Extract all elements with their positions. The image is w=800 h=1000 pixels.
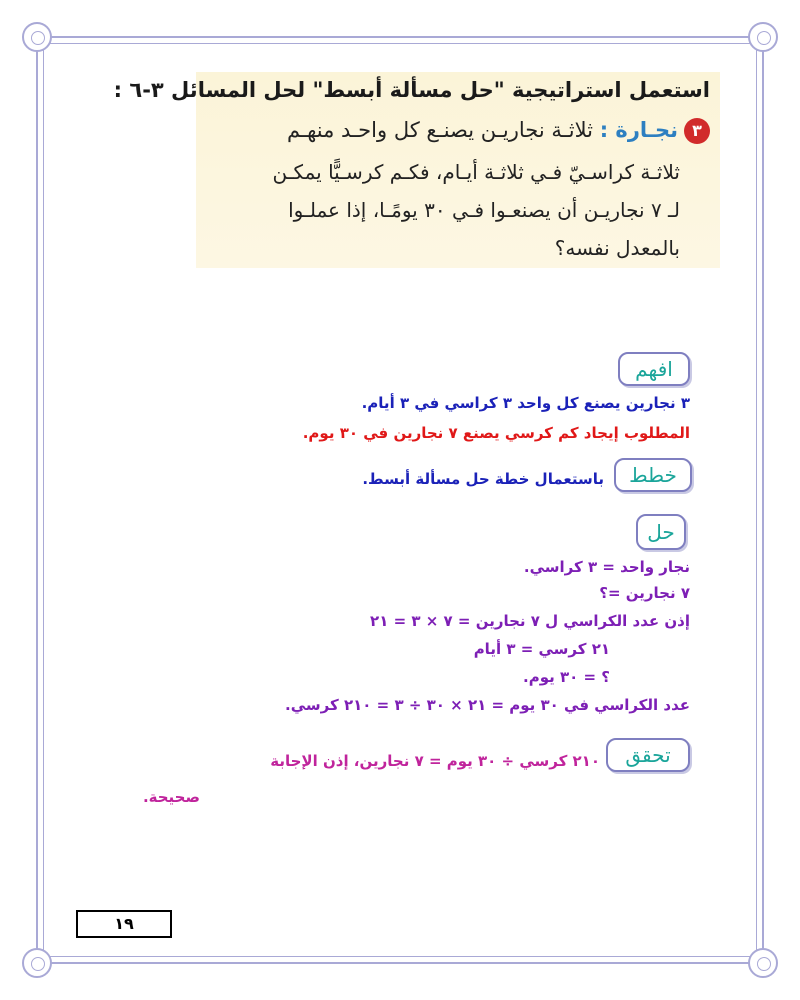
solve-label: حل [636, 514, 686, 550]
solve-line-4: ٢١ كرسي = ٣ أيام [473, 640, 610, 658]
problem-line-3: لـ ٧ نجاريـن أن يصنعـوا فـي ٣٠ يومًـا، إذا عملـوا [288, 198, 680, 222]
plan-label: خطط [614, 458, 692, 492]
plan-text: باستعمال خطة حل مسألة أبسط. [362, 470, 604, 488]
check-line-2: صحيحة. [142, 788, 200, 806]
strategy-heading: استعمل استراتيجية "حل مسألة أبسط" لحل المسائل ٣-٦ : [113, 78, 710, 102]
problem-text: ثلاثـة نجاريـن يصنـع كل واحـد منهـم [286, 118, 594, 142]
problem-line-1 [287, 118, 710, 144]
understand-line-2: المطلوب إيجاد كم كرسي يصنع ٧ نجارين في ٣٠ يوم. [302, 424, 690, 442]
problem-line-2: ثلاثـة كراسـيّ فـي ثلاثـة أيـام، فكـم كرسـيًّا يمكـن [272, 160, 680, 184]
understand-line-1: ٣ نجارين يصنع كل واحد ٣ كراسي في ٣ أيام. [361, 394, 690, 412]
textbook-excerpt [113, 72, 720, 268]
corner-ornament-icon [748, 22, 778, 52]
check-label: تحقق [606, 738, 690, 772]
problem-number-badge: ٣ [684, 118, 710, 144]
corner-ornament-icon [22, 22, 52, 52]
check-line-1: ٢١٠ كرسي ÷ ٣٠ يوم = ٧ نجارين، إذن الإجابة [270, 752, 600, 770]
corner-ornament-icon [748, 948, 778, 978]
solve-line-3: إذن عدد الكراسي ل ٧ نجارين = ٧ × ٣ = ٢١ [370, 612, 690, 630]
corner-ornament-icon [22, 948, 52, 978]
problem-line-4: بالمعدل نفسه؟ [554, 236, 680, 260]
solve-line-2: ٧ نجارين =؟ [599, 584, 690, 602]
problem-topic: نجـارة : [599, 118, 678, 142]
solve-line-6: عدد الكراسي في ٣٠ يوم = ٢١ × ٣٠ ÷ ٣ = ٢١٠ كرسي. [285, 696, 690, 714]
understand-label: افهم [618, 352, 690, 386]
solve-line-5: ؟ = ٣٠ يوم. [523, 668, 610, 686]
solve-line-1: نجار واحد = ٣ كراسي. [523, 558, 690, 576]
page-number: ١٩ [76, 910, 172, 938]
